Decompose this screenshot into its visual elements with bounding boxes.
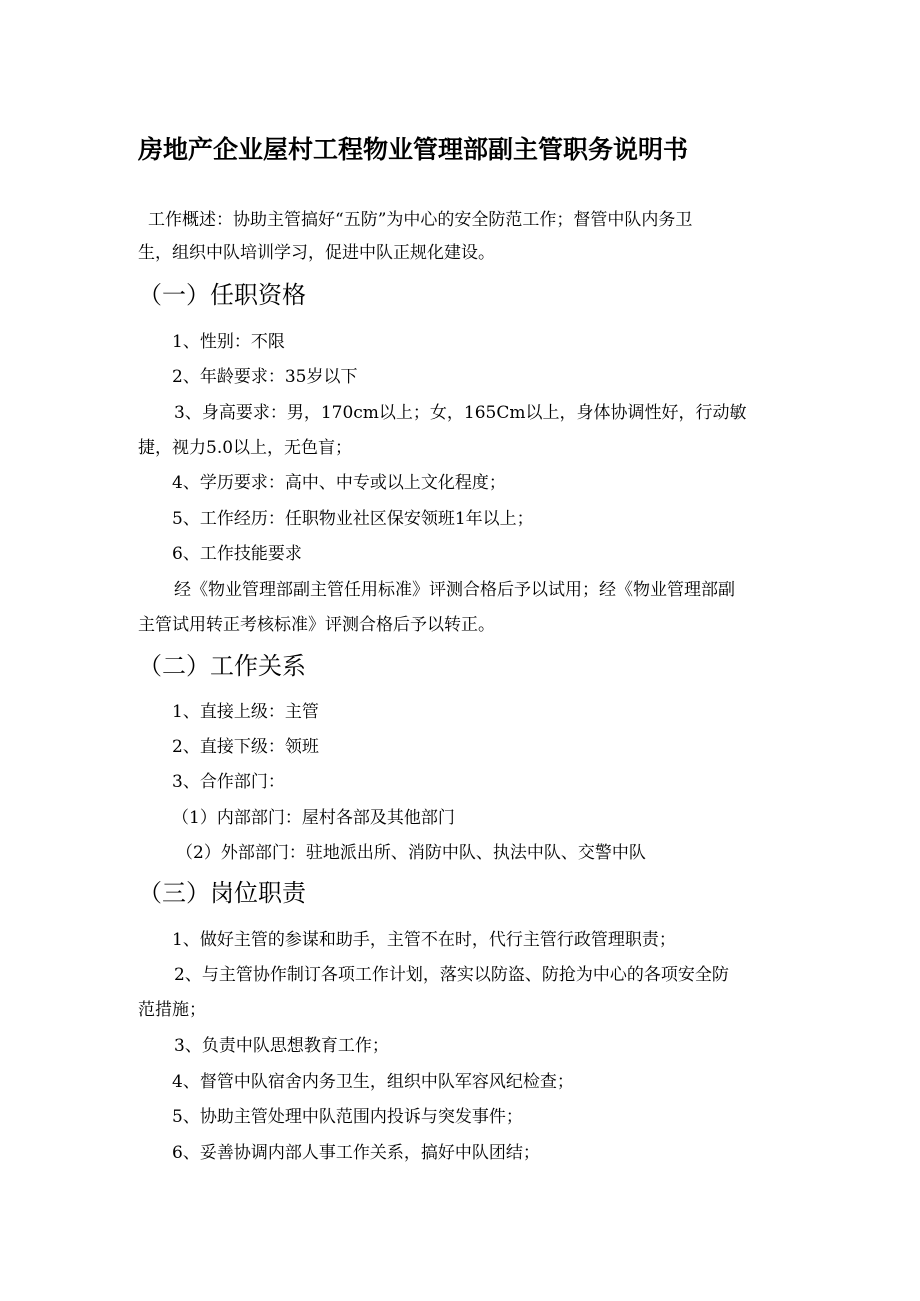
qualification-note-continued: 主管试用转正考核标准》评测合格后予以转正。 — [138, 615, 495, 635]
relationship-subitem: （2）外部部门：驻地派出所、消防中队、执法中队、交警中队 — [176, 843, 646, 863]
qualification-item-continued: 捷，视力5.0以上，无色盲； — [138, 438, 353, 458]
qualification-item: 4、学历要求：高中、中专或以上文化程度； — [172, 473, 506, 493]
duty-item: 6、妥善协调内部人事工作关系，搞好中队团结； — [172, 1143, 540, 1163]
section-heading-relationships: （二）工作关系 — [138, 652, 306, 680]
qualification-item: 5、工作经历：任职物业社区保安领班1年以上； — [172, 509, 534, 529]
section-heading-qualifications: （一）任职资格 — [138, 281, 306, 309]
section-heading-duties: （三）岗位职责 — [138, 879, 306, 907]
qualification-item: 3、身高要求：男，170cm以上；女，165Cm以上，身体协调性好，行动敏 — [174, 403, 747, 423]
relationship-item: 2、直接下级：领班 — [172, 737, 319, 757]
overview-line-2: 生，组织中队培训学习，促进中队正规化建设。 — [138, 243, 495, 263]
relationship-item: 1、直接上级：主管 — [172, 702, 319, 722]
duty-item: 3、负责中队思想教育工作； — [174, 1036, 389, 1056]
qualification-item: 2、年龄要求：35岁以下 — [172, 367, 358, 387]
duty-item: 2、与主管协作制订各项工作计划，落实以防盗、防抢为中心的各项安全防 — [174, 965, 729, 985]
relationship-item: 3、合作部门： — [172, 772, 285, 792]
relationship-subitem: （1）内部部门：屋村各部及其他部门 — [172, 808, 455, 828]
duty-item: 4、督管中队宿舍内务卫生，组织中队军容风纪检查； — [172, 1072, 574, 1092]
document-title: 房地产企业屋村工程物业管理部副主管职务说明书 — [138, 135, 689, 164]
duty-item: 5、协助主管处理中队范围内投诉与突发事件； — [172, 1107, 523, 1127]
duty-item-continued: 范措施； — [138, 1000, 206, 1020]
duty-item: 1、做好主管的参谋和助手，主管不在时，代行主管行政管理职责； — [172, 930, 676, 950]
qualification-note: 经《物业管理部副主管任用标准》评测合格后予以试用；经《物业管理部副 — [174, 580, 735, 600]
overview-line-1: 工作概述：协助主管搞好“五防”为中心的安全防范工作；督管中队内务卫 — [148, 210, 693, 230]
qualification-item: 6、工作技能要求 — [172, 544, 302, 564]
qualification-item: 1、性别：不限 — [172, 332, 285, 352]
